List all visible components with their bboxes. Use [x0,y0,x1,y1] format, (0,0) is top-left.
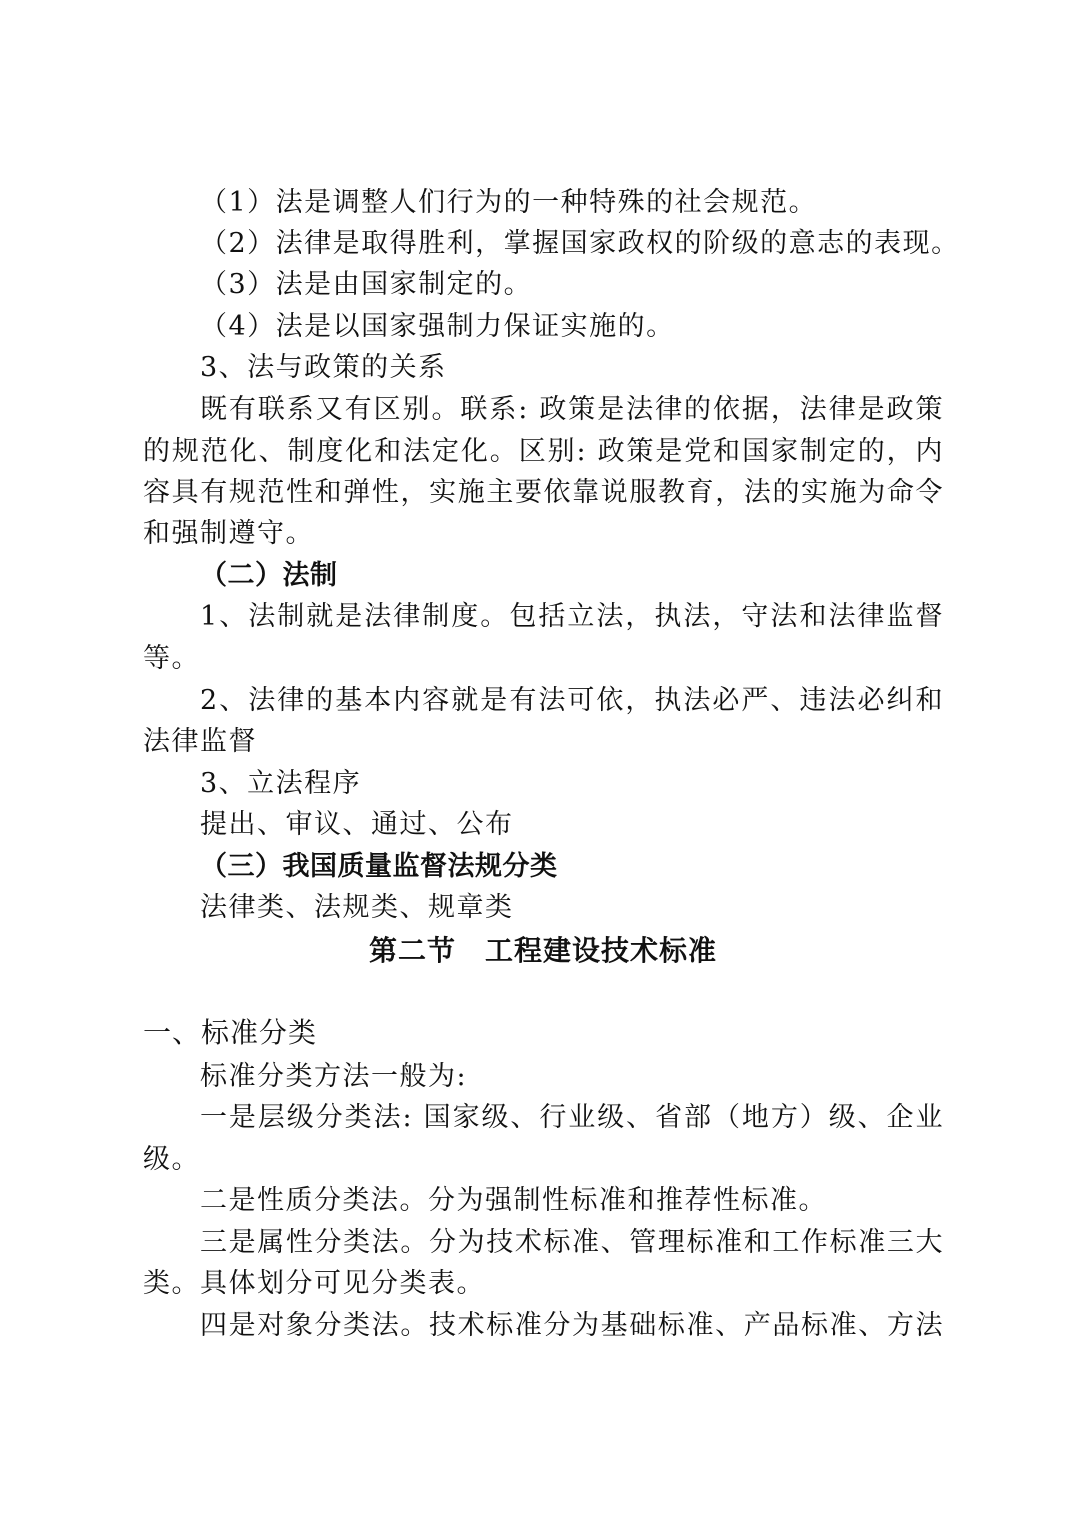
chapter-section-title: 第二节 工程建设技术标准 [369,934,718,967]
paragraph-line: 一是层级分类法: 国家级、行业级、省部（地方）级、企业 [200,1102,944,1133]
section-heading-legal-system: （二）法制 [200,560,338,591]
clause-2: （2）法律是取得胜利，掌握国家政权的阶级的意志的表现。 [200,228,960,259]
clause-4: （4）法是以国家强制力保证实施的。 [200,311,675,342]
clause-1: （1）法是调整人们行为的一种特殊的社会规范。 [200,187,818,218]
paragraph-line: 和强制遵守。 [143,518,314,549]
item-heading-legislative-procedure: 3、立法程序 [200,768,362,799]
paragraph-line: 提出、审议、通过、公布 [200,809,514,840]
paragraph-line: 1、法制就是法律制度。包括立法，执法，守法和法律监督 [200,601,944,632]
clause-3: （3）法是由国家制定的。 [200,269,533,300]
paragraph-line: 四是对象分类法。技术标准分为基础标准、产品标准、方法 [200,1310,944,1341]
subsection-heading-standard-classification: 一、标准分类 [143,1016,318,1049]
paragraph-line: 二是性质分类法。分为强制性标准和推荐性标准。 [200,1185,827,1216]
paragraph-line: 2、法律的基本内容就是有法可依，执法必严、违法必纠和 [200,685,944,716]
paragraph-line: 三是属性分类法。分为技术标准、管理标准和工作标准三大 [200,1227,944,1258]
paragraph-line: 类。具体划分可见分类表。 [143,1268,485,1299]
paragraph-line: 容具有规范性和弹性，实施主要依靠说服教育，法的实施为命令 [143,477,944,508]
paragraph-line: 法律监督 [143,726,257,757]
paragraph-line: 既有联系又有区别。联系: 政策是法律的依据，法律是政策 [200,394,944,425]
section-heading-regulation-classes: （三）我国质量监督法规分类 [200,851,558,882]
paragraph-line: 等。 [143,643,200,674]
paragraph-line: 法律类、法规类、规章类 [200,892,514,923]
item-heading-law-policy: 3、法与政策的关系 [200,352,447,383]
paragraph-line: 标准分类方法一般为: [200,1061,468,1092]
paragraph-line: 的规范化、制度化和法定化。区别: 政策是党和国家制定的，内 [143,436,944,467]
paragraph-line: 级。 [143,1144,200,1175]
